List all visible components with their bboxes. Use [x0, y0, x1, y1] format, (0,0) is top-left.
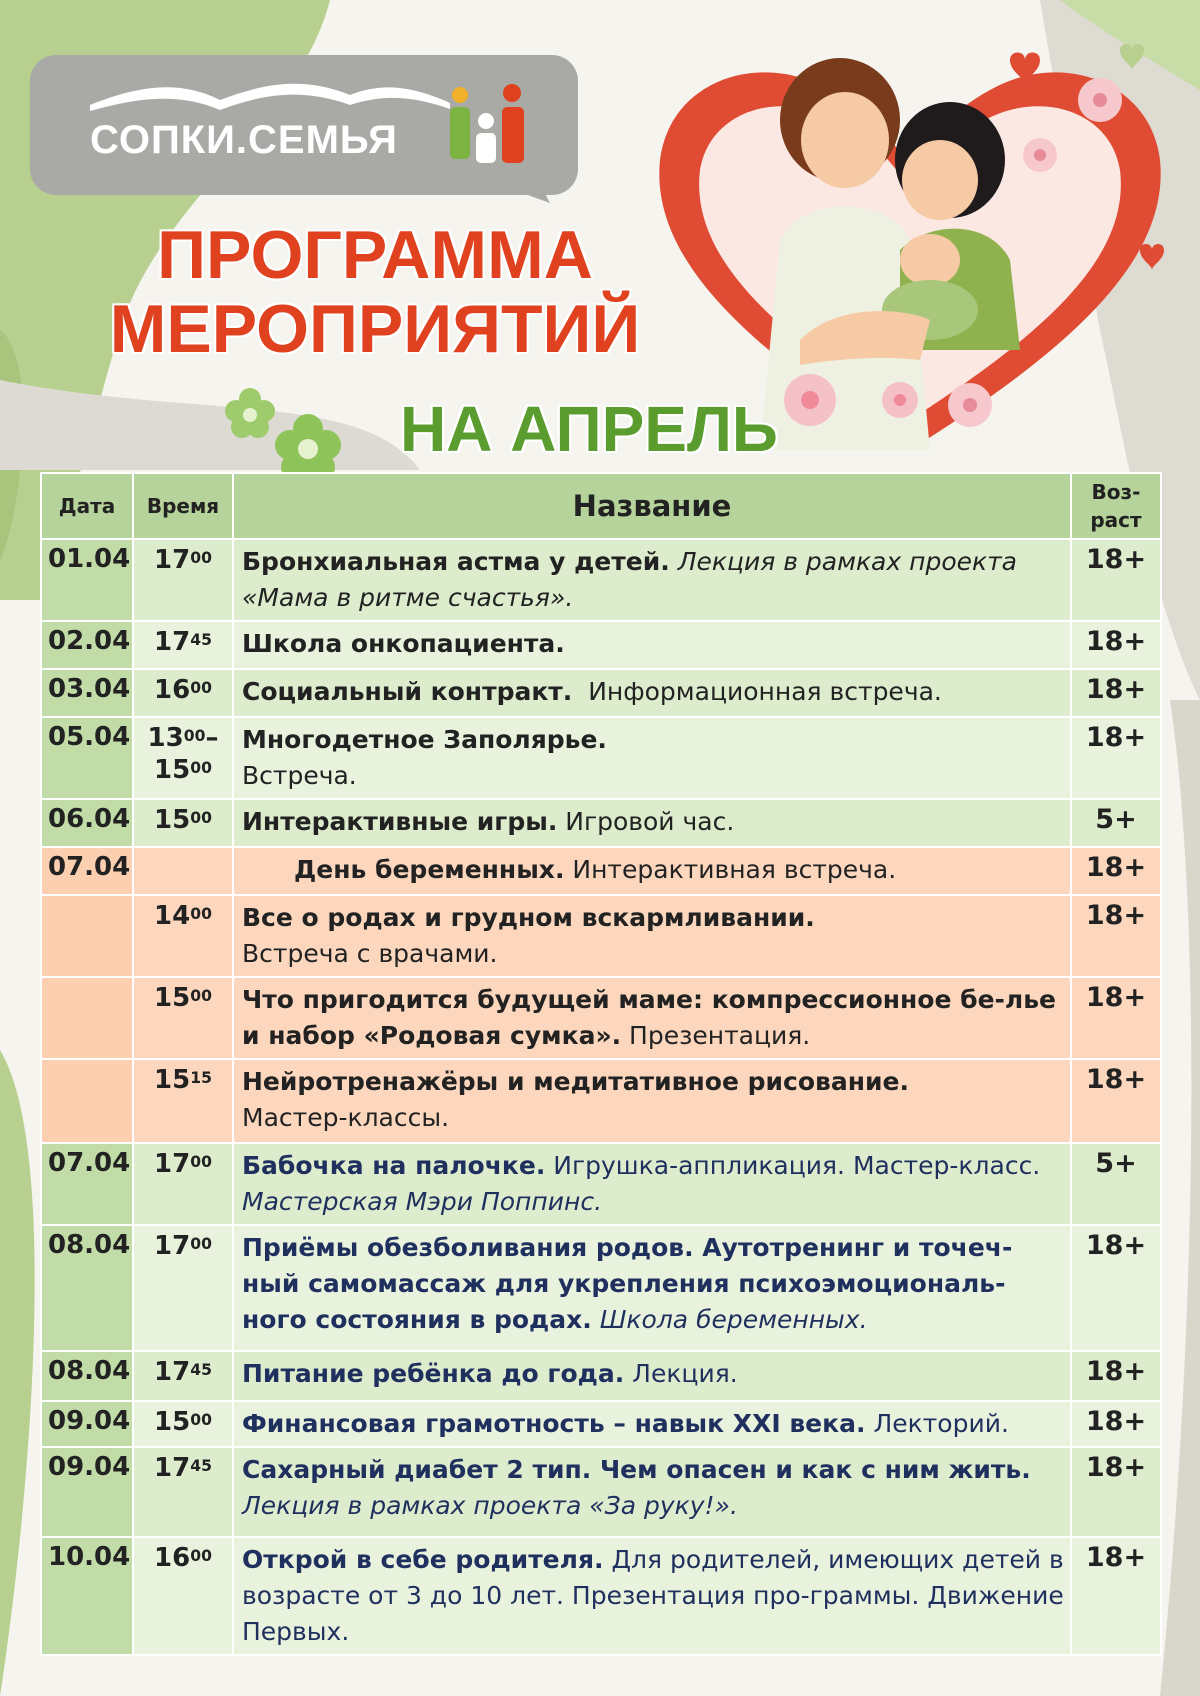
row-age: 18+ [1071, 847, 1161, 895]
row-date [41, 1059, 133, 1143]
row-age: 18+ [1071, 1351, 1161, 1401]
row-time: $16^{00}$ [133, 669, 233, 717]
row-date: 09.04 [41, 1447, 133, 1537]
table-row [41, 1537, 1161, 1655]
row-name: Сахарный диабет 2 тип. Чем опасен и как с ним жить. Лекция в рамках проекта «За руку!». [233, 1447, 1071, 1537]
row-date: 07.04 [41, 847, 133, 895]
schedule-table [40, 472, 1162, 1656]
table-row [41, 895, 1161, 977]
row-age: 18+ [1071, 1537, 1161, 1655]
heart-icon [1140, 244, 1164, 270]
row-date: 10.04 [41, 1537, 133, 1655]
row-date: 06.04 [41, 799, 133, 847]
row-age: 18+ [1071, 977, 1161, 1059]
header-date: Дата [41, 473, 133, 539]
row-date: 01.04 [41, 539, 133, 621]
row-name: Интерактивные игры. Игровой час. [233, 799, 1071, 847]
row-name: Открой в себе родителя. Для родителей, имеющих детей в возрасте от 3 до 10 лет. Презентация про-граммы. Движение Первых. [233, 1537, 1071, 1655]
row-age: 18+ [1071, 621, 1161, 669]
table-row [41, 1447, 1161, 1537]
row-date: 05.04 [41, 717, 133, 799]
row-name: Приёмы обезболивания родов. Аутотренинг и точеч-ный самомассаж для укрепления психоэмоциональ-ного состояния в родах. Школа беременных. [233, 1225, 1071, 1351]
page-title-line2: МЕРОПРИЯТИЙ [109, 291, 641, 367]
row-age: 18+ [1071, 1447, 1161, 1537]
row-time: $16^{00}$ [133, 1537, 233, 1655]
row-name: Бабочка на палочке. Игрушка-аппликация. Мастер-класс. Мастерская Мэри Поппинс. [233, 1143, 1071, 1225]
table-row [41, 539, 1161, 621]
table-row [41, 977, 1161, 1059]
header-time: Время [133, 473, 233, 539]
row-date: 02.04 [41, 621, 133, 669]
row-age: 18+ [1071, 539, 1161, 621]
row-date: 03.04 [41, 669, 133, 717]
row-date: 08.04 [41, 1225, 133, 1351]
table-row [41, 1351, 1161, 1401]
row-date: 09.04 [41, 1401, 133, 1447]
row-time: $15^{15}$ [133, 1059, 233, 1143]
row-time: $17^{45}$ [133, 1447, 233, 1537]
table-row [41, 1143, 1161, 1225]
page-title-line1: ПРОГРАММА [157, 217, 593, 293]
table-row [41, 1401, 1161, 1447]
row-time: $17^{45}$ [133, 621, 233, 669]
row-age: 18+ [1071, 717, 1161, 799]
table-row [41, 621, 1161, 669]
row-time: $15^{00}$ [133, 799, 233, 847]
table-row [41, 1225, 1161, 1351]
row-date [41, 895, 133, 977]
page-subtitle: НА АПРЕЛЬ [400, 393, 778, 465]
row-age: 18+ [1071, 895, 1161, 977]
row-date: 07.04 [41, 1143, 133, 1225]
row-name: Финансовая грамотность – навык XXI века. Лекторий. [233, 1401, 1071, 1447]
table-header-row [41, 473, 1161, 539]
row-name: Питание ребёнка до года. Лекция. [233, 1351, 1071, 1401]
row-name: День беременных. Интерактивная встреча. [233, 847, 1071, 895]
table-row [41, 669, 1161, 717]
row-name: Многодетное Заполярье. Встреча. [233, 717, 1071, 799]
row-time: $17^{00}$ [133, 1225, 233, 1351]
row-time: $13^{00}-$ $15^{00}$ [133, 717, 233, 799]
table-row [41, 1059, 1161, 1143]
row-time: $15^{00}$ [133, 1401, 233, 1447]
row-time: $14^{00}$ [133, 895, 233, 977]
row-name: Нейротренажёры и медитативное рисование. Мастер-классы. [233, 1059, 1071, 1143]
row-name: Что пригодится будущей маме: компрессионное бе-льe и набор «Родовая сумка». Презентация. [233, 977, 1071, 1059]
row-time [133, 847, 233, 895]
header-age: Воз- раст [1071, 473, 1161, 539]
heart-icon [1120, 44, 1144, 70]
row-age: 18+ [1071, 1225, 1161, 1351]
row-age: 5+ [1071, 799, 1161, 847]
row-age: 5+ [1071, 1143, 1161, 1225]
row-age: 18+ [1071, 1401, 1161, 1447]
row-name: Все о родах и грудном вскармливании. Встреча с врачами. [233, 895, 1071, 977]
row-age: 18+ [1071, 669, 1161, 717]
row-age: 18+ [1071, 1059, 1161, 1143]
table-row [41, 717, 1161, 799]
row-date [41, 977, 133, 1059]
header-name: Название [233, 473, 1071, 539]
table-row [41, 847, 1161, 895]
row-name: Бронхиальная астма у детей. Лекция в рамках проекта «Мама в ритме счастья». [233, 539, 1071, 621]
row-date: 08.04 [41, 1351, 133, 1401]
row-time: $17^{45}$ [133, 1351, 233, 1401]
table-row [41, 799, 1161, 847]
row-name: Социальный контракт. Информационная встреча. [233, 669, 1071, 717]
row-time: $17^{00}$ [133, 539, 233, 621]
row-time: $15^{00}$ [133, 977, 233, 1059]
row-time: $17^{00}$ [133, 1143, 233, 1225]
row-name: Школа онкопациента. [233, 621, 1071, 669]
logo-text: СОПКИ.СЕМЬЯ [90, 118, 398, 162]
